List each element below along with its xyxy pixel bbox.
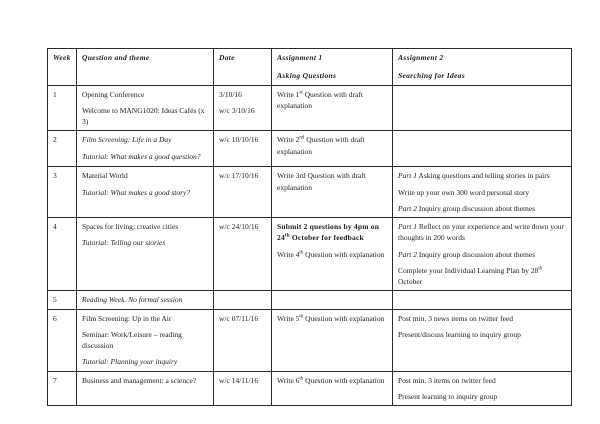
table-row	[48, 85, 572, 131]
text-segment: Business and management: a science?	[82, 375, 197, 385]
question-paragraph	[82, 89, 209, 100]
text-segment: th	[299, 314, 304, 319]
text-segment: Present/discuss learning to inquiry group	[398, 329, 521, 339]
text-segment: Reading Week. No formal session	[82, 295, 183, 305]
header-line: Assignment 1	[277, 53, 323, 62]
text-segment: Write 3rd Question with draft explanation	[277, 171, 366, 192]
text-segment: Question with draft explanation	[277, 135, 365, 156]
header-line: Searching for Ideas	[398, 71, 465, 81]
date-line	[219, 170, 267, 181]
text-segment: th	[538, 266, 543, 272]
text-segment: Part 2	[398, 249, 417, 259]
assignment1-cell	[272, 371, 393, 406]
date-line	[219, 313, 267, 324]
text-segment: Part 1	[398, 222, 417, 231]
table-row	[48, 309, 572, 371]
table-body	[48, 85, 572, 406]
text-segment: th	[299, 250, 304, 255]
date-cell	[214, 291, 272, 309]
assignment2-paragraph	[398, 170, 567, 181]
text-segment: Film Screening: Life in a Day	[82, 135, 172, 145]
question-cell	[77, 85, 214, 131]
question-cell	[77, 309, 214, 371]
assignment1-paragraph	[277, 89, 388, 112]
header-cell	[272, 49, 393, 86]
header-line: Asking Questions	[277, 71, 337, 81]
assignment2-cell	[393, 309, 572, 371]
assignment1-paragraph	[277, 170, 388, 193]
text-segment: Tutorial: Telling our stories	[82, 238, 166, 248]
question-paragraph	[82, 313, 209, 324]
date-cell	[214, 131, 272, 167]
date-cell	[214, 218, 272, 291]
date-cell	[214, 309, 272, 371]
text-segment: Welcome to MANG1020: Ideas Cafés (x 3)	[82, 105, 205, 126]
question-cell	[77, 131, 214, 167]
table-header	[48, 49, 572, 86]
assignment2-paragraph	[398, 313, 567, 324]
text-segment: Write 6	[277, 375, 300, 385]
assignment1-cell	[272, 131, 393, 167]
text-segment: Write 2	[277, 135, 300, 145]
date-line	[219, 221, 267, 232]
question-paragraph	[82, 329, 209, 352]
text-segment: w/c 07/11/16	[219, 313, 259, 323]
week-cell: 4	[48, 218, 77, 291]
week-cell: 5	[48, 291, 77, 309]
text-segment: st	[299, 90, 303, 95]
text-segment: Part 1	[398, 171, 417, 181]
text-segment: Inquiry group discussion about themes	[416, 203, 536, 213]
text-segment: Spaces for living: creative cities	[82, 222, 179, 231]
text-segment: nd	[299, 135, 305, 141]
assignment2-paragraph	[398, 391, 567, 402]
date-line	[219, 89, 267, 100]
assignment1-paragraph	[277, 134, 388, 157]
week-cell: 2	[48, 131, 77, 167]
date-line	[219, 375, 267, 386]
question-paragraph	[82, 294, 209, 305]
question-cell	[77, 371, 214, 406]
table-row	[48, 218, 572, 291]
text-segment: Question with draft explanation	[277, 89, 363, 110]
header-cell	[48, 49, 77, 86]
text-segment: Tutorial: What makes a good story?	[82, 187, 191, 197]
assignment2-cell	[393, 218, 572, 291]
text-segment: w/c 24/10/16	[219, 222, 259, 231]
header-line: Question and theme	[82, 53, 150, 62]
header-line: Date	[219, 53, 235, 62]
assignment2-cell	[393, 131, 572, 167]
text-segment: Inquiry group discussion about themes	[416, 249, 536, 259]
header-cell	[214, 49, 272, 86]
text-segment: w/c 3/10/16	[219, 105, 255, 115]
text-segment: Complete your Individual Learning Plan by 28	[398, 265, 539, 275]
text-segment: Write 5	[277, 313, 300, 323]
table-row	[48, 371, 572, 406]
text-segment: Question with explanation	[303, 249, 385, 259]
header-line: Assignment 2	[398, 53, 444, 62]
header-row	[48, 49, 572, 86]
assignment1-cell	[272, 309, 393, 371]
text-segment: 3/10/16	[219, 89, 242, 99]
text-segment: w/c 14/11/16	[219, 375, 259, 385]
assignment1-cell	[272, 167, 393, 218]
assignment2-cell	[393, 371, 572, 406]
text-segment: Reflect on your experience and write down your thoughts in 200 words	[398, 222, 564, 243]
header-cell	[77, 49, 214, 86]
assignment1-paragraph	[277, 221, 388, 244]
table-row	[48, 131, 572, 167]
date-line	[219, 134, 267, 145]
assignment2-paragraph	[398, 249, 567, 260]
text-segment: Submit 2 questions by 4pm on 24	[277, 222, 380, 243]
question-cell	[77, 167, 214, 218]
week-cell: 3	[48, 167, 77, 218]
text-segment: Material World	[82, 171, 128, 181]
text-segment: Write up your own 300 word personal story	[398, 187, 530, 197]
text-segment: th	[284, 233, 290, 239]
question-paragraph	[82, 134, 209, 145]
text-segment: Post min. 3 news items on twitter feed	[398, 313, 513, 323]
assignment1-paragraph	[277, 249, 388, 260]
text-segment: th	[299, 376, 304, 381]
text-segment: Present learning to inquiry group	[398, 391, 498, 401]
header-cell	[393, 49, 572, 86]
assignment1-cell	[272, 218, 393, 291]
text-segment: Film Screening: Up in the Air	[82, 313, 172, 323]
assignment2-paragraph	[398, 375, 567, 386]
question-paragraph	[82, 221, 209, 232]
text-segment: Asking questions and telling stories in pairs	[416, 171, 550, 181]
course-schedule-table	[47, 48, 572, 406]
table-row	[48, 167, 572, 218]
text-segment: Part 2	[398, 203, 417, 213]
week-cell: 1	[48, 85, 77, 131]
text-segment: Tutorial: Planning your inquiry	[82, 357, 178, 367]
question-paragraph	[82, 105, 209, 128]
text-segment: Tutorial: What makes a good question?	[82, 151, 201, 161]
date-line	[219, 105, 267, 116]
text-segment: w/c 17/10/16	[219, 171, 259, 181]
assignment2-cell	[393, 291, 572, 309]
date-cell	[214, 167, 272, 218]
text-segment: October for feedback	[289, 233, 364, 243]
question-cell	[77, 218, 214, 291]
assignment2-paragraph	[398, 329, 567, 340]
question-paragraph	[82, 375, 209, 386]
assignment1-paragraph	[277, 313, 388, 324]
week-cell: 7	[48, 371, 77, 406]
table-row	[48, 291, 572, 309]
assignment2-cell	[393, 167, 572, 218]
assignment2-paragraph	[398, 203, 567, 214]
assignment1-paragraph	[277, 375, 388, 386]
header-line: Week	[53, 53, 71, 62]
question-paragraph	[82, 151, 209, 162]
assignment1-cell	[272, 85, 393, 131]
assignment2-paragraph	[398, 187, 567, 198]
question-paragraph	[82, 356, 209, 367]
text-segment: Opening Conference	[82, 89, 145, 99]
text-segment: w/c 10/10/16	[219, 135, 259, 145]
text-segment: Write 4	[277, 249, 300, 259]
text-segment: Question with explanation	[303, 375, 385, 385]
question-paragraph	[82, 187, 209, 198]
text-segment: Post min. 3 items on twitter feed	[398, 375, 496, 385]
text-segment: Write 1	[277, 89, 300, 99]
text-segment: Seminar: Work/Leisure – reading discussion	[82, 329, 182, 350]
text-segment: Question with explanation	[303, 313, 385, 323]
assignment2-paragraph	[398, 265, 567, 288]
assignment2-cell	[393, 85, 572, 131]
assignment1-cell	[272, 291, 393, 309]
question-paragraph	[82, 237, 209, 248]
date-cell	[214, 85, 272, 131]
text-segment: October	[398, 277, 423, 286]
date-cell	[214, 371, 272, 406]
question-paragraph	[82, 170, 209, 181]
question-cell	[77, 291, 214, 309]
assignment2-paragraph	[398, 221, 567, 244]
week-cell: 6	[48, 309, 77, 371]
